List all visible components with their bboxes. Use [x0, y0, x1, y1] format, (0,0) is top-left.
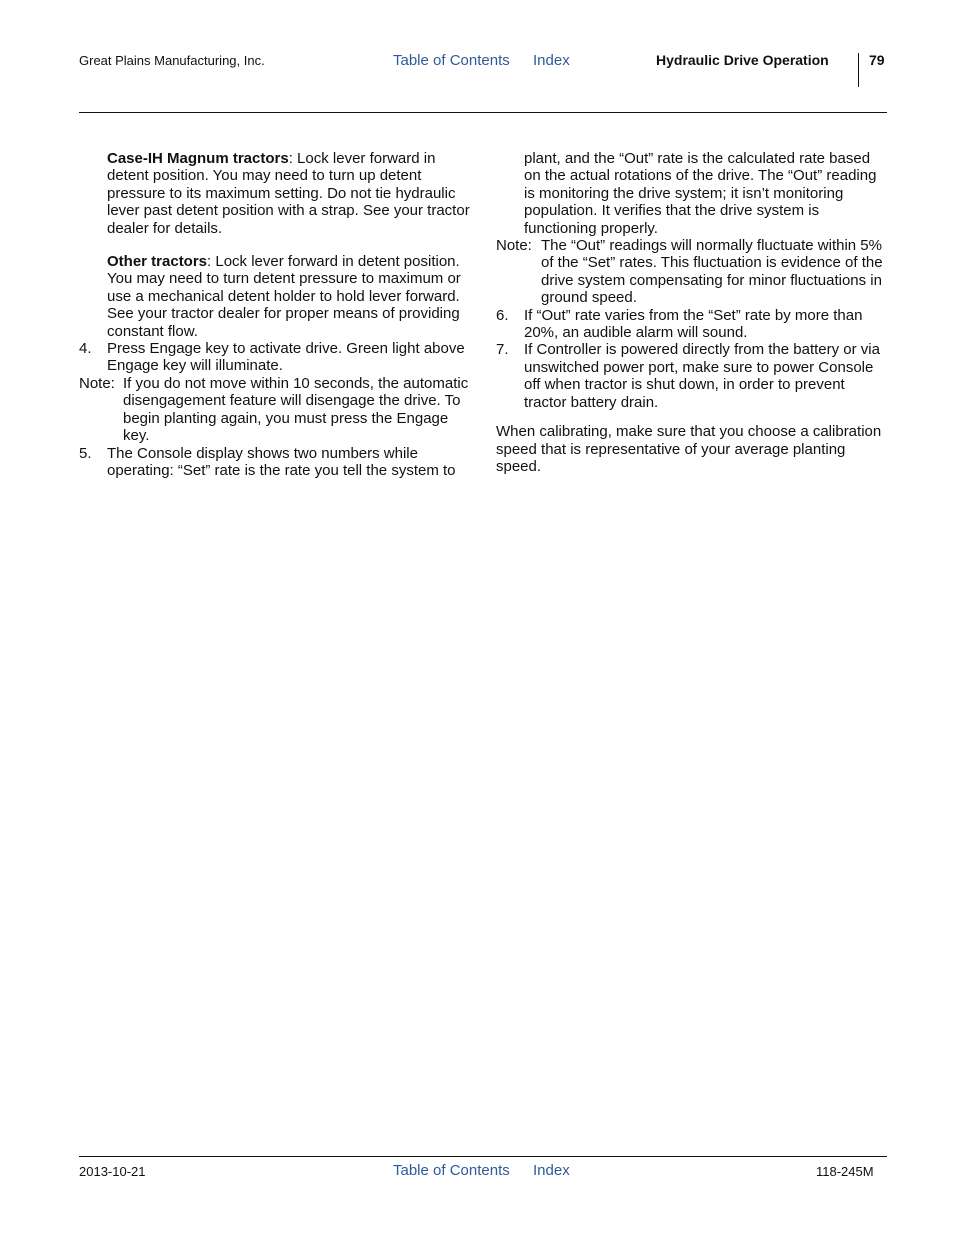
case-ih-lead: Case-IH Magnum tractors — [107, 150, 289, 167]
other-tractors-paragraph — [79, 253, 471, 340]
step-5 — [79, 445, 471, 480]
other-tractors-text: : Lock lever forward in detent position. You may need to turn detent pressure to maximum or use a mechanical detent holder to hold lever forward. See your tractor dealer for proper means of providing constant flow. — [107, 253, 461, 340]
step-7-number: 7. — [496, 341, 509, 359]
step-4 — [79, 340, 471, 375]
footer-rule — [79, 1156, 887, 1157]
header-divider — [858, 53, 859, 87]
left-column — [79, 150, 471, 479]
step-6 — [496, 307, 888, 342]
header-index-link[interactable]: Index — [533, 52, 570, 69]
company-name: Great Plains Manufacturing, Inc. — [79, 53, 265, 68]
section-title: Hydraulic Drive Operation — [656, 52, 829, 68]
note-auto-disengage — [79, 375, 471, 445]
header-toc-link[interactable]: Table of Contents — [393, 52, 510, 69]
other-tractors-lead: Other tractors — [107, 253, 208, 271]
right-column — [496, 150, 888, 475]
note-out-readings — [496, 237, 888, 307]
step-4-number: 4. — [79, 340, 92, 358]
step-7-text: If Controller is powered directly from the battery or via unswitched power port, make sure to power Console off when tractor is shut down, in order to prevent tractor battery drain. — [524, 341, 880, 411]
step-6-text: If “Out” rate varies from the “Set” rate by more than 20%, an audible alarm will sound. — [524, 306, 863, 342]
page-number: 79 — [869, 52, 885, 68]
header-rule — [79, 112, 887, 113]
step-5-continued: plant, and the “Out” rate is the calculated rate based on the actual rotations of the drive. The “Out” reading is monitoring the drive system; it isn’t monitoring population. It verifies that the drive system is functioning properly. — [524, 150, 877, 237]
step-5-number: 5. — [79, 444, 92, 462]
step-7 — [496, 341, 888, 411]
footer-date: 2013-10-21 — [79, 1164, 146, 1179]
footer-doc-number: 118-245M — [816, 1164, 874, 1179]
footer-toc-link[interactable]: Table of Contents — [393, 1162, 510, 1179]
step-4-text: Press Engage key to activate drive. Green light above Engage key will illuminate. — [107, 340, 465, 375]
footer-index-link[interactable]: Index — [533, 1162, 570, 1179]
step-5-text: The Console display shows two numbers while operating: “Set” rate is the rate you tell the system to — [107, 444, 456, 479]
case-ih-paragraph — [79, 150, 471, 237]
step-6-number: 6. — [496, 306, 509, 324]
case-ih-text: : Lock lever forward in detent position. You may need to turn up detent pressure to its maximum setting. Do not tie hydraulic lever past detent position with a strap. See your tractor dealer for details. — [107, 150, 470, 237]
note-label: Note: — [79, 374, 115, 392]
note-text: The “Out” readings will normally fluctuate within 5% of the “Set” rates. This fluctuation is evidence of the drive system compensating for minor fluctuations in ground speed. — [541, 237, 883, 307]
note-label: Note: — [496, 237, 532, 255]
calibration-paragraph: When calibrating, make sure that you choose a calibration speed that is representative of your average planting speed. — [496, 423, 882, 475]
note-text: If you do not move within 10 seconds, the automatic disengagement feature will disengage the drive. To begin planting again, you must press the Engage key. — [123, 374, 469, 445]
